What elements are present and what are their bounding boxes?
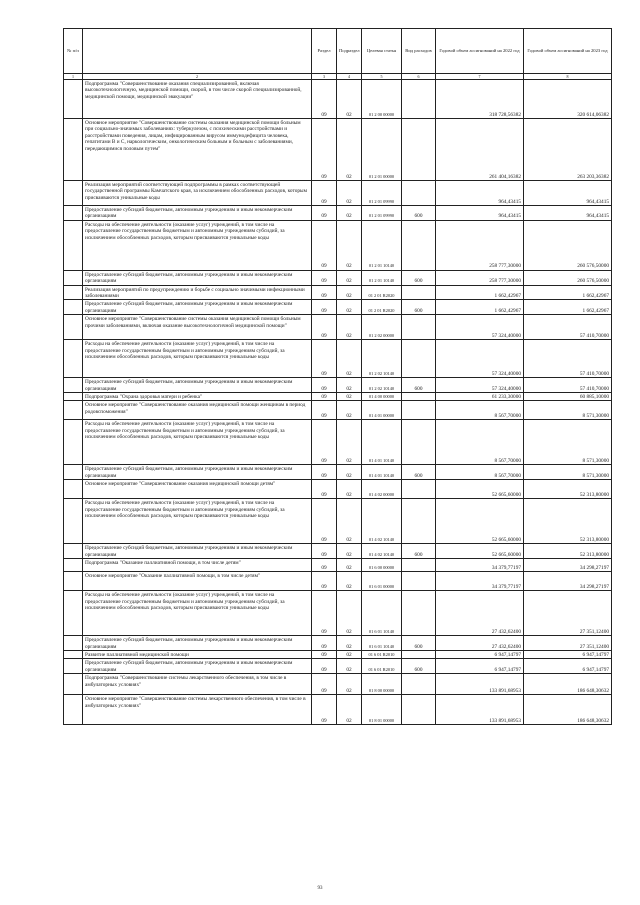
- cell-y2023: 52 313,80000: [524, 544, 612, 559]
- row-number-cell: [64, 80, 83, 119]
- cell-target: 01 2 01 R2020: [362, 285, 402, 300]
- cell-razdel: 09: [312, 220, 337, 270]
- table-row: [64, 572, 612, 591]
- cell-vid: [402, 401, 436, 420]
- cell-podrazdel: 02: [337, 285, 362, 300]
- cell-desc: Расходы на обеспечение деятельности (оказание услуг) учреждений, в том числе на предоставление государственным бюджетным и автономным учреждениям субсидий, за исключением обособленных расходов, которым присваиваются уникальные коды: [83, 499, 312, 544]
- cell-razdel: 09: [312, 559, 337, 572]
- table-row: [64, 659, 612, 674]
- cell-podrazdel: 02: [337, 401, 362, 420]
- table-row: [64, 499, 612, 544]
- column-number: 1: [64, 74, 83, 80]
- cell-desc: Расходы на обеспечение деятельности (оказание услуг) учреждений, в том числе на предоставление государственным бюджетным и автономным учреждениям субсидий, за исключением обособленных расходов, которым присваиваются уникальные коды: [83, 420, 312, 465]
- cell-target: 01 8 01 00000: [362, 695, 402, 725]
- cell-razdel: 09: [312, 572, 337, 591]
- cell-podrazdel: 02: [337, 499, 362, 544]
- cell-y2022: 133 891,68953: [436, 674, 524, 695]
- cell-razdel: 09: [312, 270, 337, 285]
- row-number-cell: [64, 559, 83, 572]
- cell-y2023: 964,43415: [524, 206, 612, 221]
- cell-target: 01 4 02 00000: [362, 480, 402, 499]
- cell-desc: Основное мероприятие "Оказание паллиативной помощи, в том числе детям": [83, 572, 312, 591]
- cell-desc: Предоставление субсидий бюджетным, автономным учреждениям и иным некоммерческим организациям: [83, 378, 312, 393]
- cell-y2023: 1 662,42967: [524, 300, 612, 315]
- cell-y2023: 27 351,12400: [524, 636, 612, 651]
- cell-podrazdel: 02: [337, 650, 362, 658]
- cell-desc: Подпрограмма "Совершенствование оказания специализированной, включая высокотехнологичную, медицинской помощи, скорой, в том числе скорой специализированной, медицинской помощи, медицинской эвакуации": [83, 80, 312, 119]
- cell-razdel: 09: [312, 695, 337, 725]
- table-row: [64, 206, 612, 221]
- cell-y2022: 57 324,40000: [436, 378, 524, 393]
- cell-vid: [402, 499, 436, 544]
- cell-vid: [402, 420, 436, 465]
- cell-y2022: 964,43415: [436, 181, 524, 206]
- header-row: [64, 29, 612, 74]
- cell-y2022: 8 567,70000: [436, 401, 524, 420]
- cell-target: 01 2 02 00000: [362, 315, 402, 340]
- cell-y2022: 318 728,56382: [436, 80, 524, 119]
- table-row: [64, 674, 612, 695]
- cell-target: 01 6 01 10140: [362, 591, 402, 636]
- header-podrazdel: Подраздел: [337, 29, 362, 74]
- header-2022: Годовой объем ассигнований на 2022 год: [436, 29, 524, 74]
- cell-razdel: 09: [312, 401, 337, 420]
- cell-desc: Предоставление субсидий бюджетным, автономным учреждениям и иным некоммерческим организациям: [83, 636, 312, 651]
- header-description: [83, 29, 312, 74]
- row-number-cell: [64, 544, 83, 559]
- cell-razdel: 09: [312, 181, 337, 206]
- cell-y2022: 258 777,30000: [436, 270, 524, 285]
- cell-y2022: 6 947,14797: [436, 659, 524, 674]
- cell-desc: Предоставление субсидий бюджетным, автономным учреждениям и иным некоммерческим организациям: [83, 544, 312, 559]
- table-row: [64, 340, 612, 378]
- cell-target: 01 4 01 00000: [362, 401, 402, 420]
- cell-y2022: 6 947,14797: [436, 650, 524, 658]
- row-number-cell: [64, 315, 83, 340]
- row-number-cell: [64, 695, 83, 725]
- row-number-cell: [64, 659, 83, 674]
- cell-y2022: 27 432,62400: [436, 591, 524, 636]
- cell-vid: [402, 393, 436, 401]
- row-number-cell: [64, 480, 83, 499]
- table-row: [64, 695, 612, 725]
- cell-desc: Предоставление субсидий бюджетным, автономным учреждениям и иным некоммерческим организациям: [83, 206, 312, 221]
- cell-y2022: 261 404,16382: [436, 119, 524, 181]
- column-number: 6: [402, 74, 436, 80]
- cell-y2023: 6 947,14797: [524, 659, 612, 674]
- cell-vid: [402, 559, 436, 572]
- cell-y2022: 133 891,68953: [436, 695, 524, 725]
- cell-y2023: 60 885,10000: [524, 393, 612, 401]
- cell-y2022: 964,43415: [436, 206, 524, 221]
- cell-y2023: 52 313,80000: [524, 480, 612, 499]
- cell-y2023: 186 648,30632: [524, 695, 612, 725]
- table-row: [64, 591, 612, 636]
- cell-y2022: 34 379,77197: [436, 559, 524, 572]
- header-razdel: Раздел: [312, 29, 337, 74]
- header-2023: Годовой объем ассигнований на 2023 год: [524, 29, 612, 74]
- cell-y2023: 260 576,50000: [524, 220, 612, 270]
- cell-desc: Расходы на обеспечение деятельности (оказание услуг) учреждений, в том числе на предоставление государственным бюджетным и автономным учреждениям субсидий, за исключением обособленных расходов, которым присваиваются уникальные коды: [83, 591, 312, 636]
- column-number: 4: [337, 74, 362, 80]
- cell-y2023: 8 571,30000: [524, 420, 612, 465]
- cell-desc: Развитие паллиативной медицинской помощи: [83, 650, 312, 658]
- cell-target: 01 2 01 09990: [362, 181, 402, 206]
- row-number-cell: [64, 591, 83, 636]
- cell-target: 01 4 01 10140: [362, 420, 402, 465]
- cell-vid: [402, 340, 436, 378]
- cell-vid: [402, 80, 436, 119]
- cell-y2022: 1 662,42967: [436, 285, 524, 300]
- row-number-cell: [64, 181, 83, 206]
- cell-y2023: 1 662,42967: [524, 285, 612, 300]
- cell-target: 01 2 02 10140: [362, 340, 402, 378]
- cell-razdel: 09: [312, 80, 337, 119]
- cell-razdel: 09: [312, 465, 337, 480]
- cell-target: 01 2 01 10140: [362, 270, 402, 285]
- cell-razdel: 09: [312, 591, 337, 636]
- cell-y2023: 263 203,36382: [524, 119, 612, 181]
- cell-vid: 600: [402, 270, 436, 285]
- cell-razdel: 09: [312, 650, 337, 658]
- table-row: [64, 544, 612, 559]
- cell-y2023: 52 313,80000: [524, 499, 612, 544]
- cell-desc: Подпрограмма "Совершенствование системы лекарственного обеспечения, в том числе в амбулаторных условиях": [83, 674, 312, 695]
- column-number: 3: [312, 74, 337, 80]
- cell-razdel: 09: [312, 378, 337, 393]
- cell-podrazdel: 02: [337, 591, 362, 636]
- cell-desc: Основное мероприятие "Совершенствование системы лекарственного обеспечения, в том числе в амбулаторных условиях": [83, 695, 312, 725]
- header-target: Целевая статья: [362, 29, 402, 74]
- cell-vid: 600: [402, 378, 436, 393]
- cell-razdel: 09: [312, 636, 337, 651]
- cell-podrazdel: 02: [337, 80, 362, 119]
- cell-podrazdel: 02: [337, 465, 362, 480]
- cell-vid: [402, 695, 436, 725]
- cell-vid: [402, 480, 436, 499]
- cell-podrazdel: 02: [337, 270, 362, 285]
- table-row: [64, 650, 612, 658]
- cell-podrazdel: 02: [337, 393, 362, 401]
- cell-target: 01 2 01 00000: [362, 119, 402, 181]
- row-number-cell: [64, 393, 83, 401]
- table-row: [64, 181, 612, 206]
- cell-y2023: 34 298,27197: [524, 559, 612, 572]
- cell-target: 01 4 01 10140: [362, 465, 402, 480]
- cell-vid: 600: [402, 636, 436, 651]
- cell-desc: Основное мероприятие "Совершенствование оказания медицинской помощи женщинам в период родовспоможения": [83, 401, 312, 420]
- cell-target: 01 4 00 00000: [362, 393, 402, 401]
- cell-podrazdel: 02: [337, 544, 362, 559]
- table-row: [64, 393, 612, 401]
- cell-y2023: 8 571,30000: [524, 401, 612, 420]
- cell-podrazdel: 02: [337, 636, 362, 651]
- cell-podrazdel: 02: [337, 315, 362, 340]
- cell-razdel: 09: [312, 674, 337, 695]
- cell-target: 01 8 00 00000: [362, 674, 402, 695]
- cell-razdel: 09: [312, 544, 337, 559]
- cell-target: 01 2 00 00000: [362, 80, 402, 119]
- cell-razdel: 09: [312, 659, 337, 674]
- cell-razdel: 09: [312, 300, 337, 315]
- cell-podrazdel: 02: [337, 674, 362, 695]
- cell-y2023: 57 410,70000: [524, 315, 612, 340]
- cell-vid: [402, 285, 436, 300]
- cell-target: 01 4 02 10140: [362, 499, 402, 544]
- row-number-cell: [64, 119, 83, 181]
- cell-desc: Расходы на обеспечение деятельности (оказание услуг) учреждений, в том числе на предоставление государственным бюджетным и автономным учреждениям субсидий, за исключением обособленных расходов, которым присваиваются уникальные коды: [83, 220, 312, 270]
- cell-desc: Предоставление субсидий бюджетным, автономным учреждениям и иным некоммерческим организациям: [83, 300, 312, 315]
- row-number-cell: [64, 420, 83, 465]
- row-number-cell: [64, 206, 83, 221]
- table-row: [64, 80, 612, 119]
- cell-desc: Предоставление субсидий бюджетным, автономным учреждениям и иным некоммерческим организациям: [83, 465, 312, 480]
- cell-y2023: 57 410,70000: [524, 378, 612, 393]
- cell-y2022: 52 665,60000: [436, 544, 524, 559]
- cell-razdel: 09: [312, 206, 337, 221]
- cell-vid: [402, 119, 436, 181]
- table-row: [64, 300, 612, 315]
- cell-vid: 600: [402, 544, 436, 559]
- cell-desc: Предоставление субсидий бюджетным, автономным учреждениям и иным некоммерческим организациям: [83, 270, 312, 285]
- table-row: [64, 315, 612, 340]
- page-number: 93: [317, 886, 323, 891]
- row-number-cell: [64, 300, 83, 315]
- row-number-cell: [64, 270, 83, 285]
- cell-y2023: 964,43415: [524, 181, 612, 206]
- cell-y2022: 52 665,60000: [436, 480, 524, 499]
- cell-podrazdel: 02: [337, 378, 362, 393]
- cell-desc: Предоставление субсидий бюджетным, автономным учреждениям и иным некоммерческим организациям: [83, 659, 312, 674]
- cell-y2022: 34 379,77197: [436, 572, 524, 591]
- row-number-cell: [64, 378, 83, 393]
- table-row: [64, 220, 612, 270]
- cell-vid: 600: [402, 300, 436, 315]
- row-number-cell: [64, 572, 83, 591]
- cell-desc: Расходы на обеспечение деятельности (оказание услуг) учреждений, в том числе на предоставление государственным бюджетным и автономным учреждениям субсидий, за исключением обособленных расходов, которым присваиваются уникальные коды: [83, 340, 312, 378]
- header-n: № п/п: [64, 29, 83, 74]
- cell-y2022: 57 324,40000: [436, 340, 524, 378]
- cell-desc: Основное мероприятие "Совершенствование оказания медицинской помощи детям": [83, 480, 312, 499]
- cell-vid: 600: [402, 659, 436, 674]
- cell-podrazdel: 02: [337, 559, 362, 572]
- table-row: [64, 636, 612, 651]
- cell-vid: [402, 650, 436, 658]
- cell-y2023: 27 351,12400: [524, 591, 612, 636]
- row-number-cell: [64, 220, 83, 270]
- cell-vid: 600: [402, 465, 436, 480]
- cell-y2023: 260 576,50000: [524, 270, 612, 285]
- cell-podrazdel: 02: [337, 119, 362, 181]
- cell-desc: Подпрограмма "Оказание паллиативной помощи, в том числе детям": [83, 559, 312, 572]
- cell-vid: 600: [402, 206, 436, 221]
- cell-target: 01 6 01 00000: [362, 572, 402, 591]
- cell-target: 01 2 01 10140: [362, 220, 402, 270]
- table-row: [64, 270, 612, 285]
- row-number-cell: [64, 401, 83, 420]
- table-row: [64, 420, 612, 465]
- cell-razdel: 09: [312, 315, 337, 340]
- column-number: 5: [362, 74, 402, 80]
- column-number: 7: [436, 74, 524, 80]
- cell-podrazdel: 02: [337, 572, 362, 591]
- table-row: [64, 285, 612, 300]
- table-row: [64, 480, 612, 499]
- cell-podrazdel: 02: [337, 206, 362, 221]
- cell-y2023: 57 410,70000: [524, 340, 612, 378]
- cell-y2023: 34 298,27197: [524, 572, 612, 591]
- cell-y2022: 8 567,70000: [436, 420, 524, 465]
- cell-desc: Основное мероприятие "Совершенствование системы оказания медицинской помощи больным при социально-значимых заболеваниях: туберкулезом, с психическими расстройствами и расстройствами поведения, лицам, инфицированным вирусом иммунодефицита человека, гепатитами В и С, наркологическим, онкологическим больным и больным с заболеваниями, передающимися половым путем": [83, 119, 312, 181]
- table-row: [64, 465, 612, 480]
- budget-table: [63, 28, 612, 725]
- cell-podrazdel: 02: [337, 340, 362, 378]
- cell-target: 01 6 00 00000: [362, 559, 402, 572]
- cell-vid: [402, 181, 436, 206]
- row-number-cell: [64, 340, 83, 378]
- row-number-cell: [64, 636, 83, 651]
- cell-y2023: 8 571,30000: [524, 465, 612, 480]
- column-number: 2: [83, 74, 312, 80]
- row-number-cell: [64, 285, 83, 300]
- cell-target: 01 6 01 10140: [362, 636, 402, 651]
- cell-target: 01 2 01 09990: [362, 206, 402, 221]
- cell-desc: Основное мероприятие "Совершенствование системы оказания медицинской помощи больным прочими заболеваниями, включая оказание высокотехнологичной медицинской помощи": [83, 315, 312, 340]
- row-number-cell: [64, 674, 83, 695]
- cell-podrazdel: 02: [337, 420, 362, 465]
- cell-podrazdel: 02: [337, 220, 362, 270]
- table-row: [64, 559, 612, 572]
- cell-y2022: 27 432,62400: [436, 636, 524, 651]
- budget-table-page: [63, 28, 611, 725]
- cell-vid: [402, 315, 436, 340]
- cell-y2022: 8 567,70000: [436, 465, 524, 480]
- cell-y2022: 258 777,30000: [436, 220, 524, 270]
- cell-target: 01 6 01 R2010: [362, 659, 402, 674]
- cell-razdel: 09: [312, 119, 337, 181]
- cell-y2022: 61 233,30000: [436, 393, 524, 401]
- cell-y2023: 320 614,06382: [524, 80, 612, 119]
- header-vid: Вид расходов: [402, 29, 436, 74]
- cell-podrazdel: 02: [337, 695, 362, 725]
- cell-razdel: 09: [312, 340, 337, 378]
- cell-desc: Реализация мероприятий по предупреждению и борьбе с социально значимыми инфекционными заболеваниями: [83, 285, 312, 300]
- cell-desc: Подпрограмма "Охрана здоровья матери и ребенка": [83, 393, 312, 401]
- cell-podrazdel: 02: [337, 480, 362, 499]
- cell-target: 01 6 01 R2010: [362, 650, 402, 658]
- cell-podrazdel: 02: [337, 659, 362, 674]
- cell-vid: [402, 220, 436, 270]
- row-number-cell: [64, 465, 83, 480]
- cell-razdel: 09: [312, 499, 337, 544]
- column-number: 8: [524, 74, 612, 80]
- cell-podrazdel: 02: [337, 181, 362, 206]
- cell-razdel: 09: [312, 420, 337, 465]
- cell-target: 01 2 01 R2020: [362, 300, 402, 315]
- cell-y2023: 6 947,14797: [524, 650, 612, 658]
- table-row: [64, 119, 612, 181]
- cell-target: 01 2 02 10140: [362, 378, 402, 393]
- cell-razdel: 09: [312, 285, 337, 300]
- cell-desc: Реализация мероприятий соответствующей подпрограммы в рамках соответствующей государственной программы Камчатского края, за исключением обособленных расходов, которым присваиваются уникальные коды: [83, 181, 312, 206]
- row-number-cell: [64, 499, 83, 544]
- table-row: [64, 401, 612, 420]
- row-number-cell: [64, 650, 83, 658]
- cell-vid: [402, 591, 436, 636]
- cell-y2022: 1 662,42967: [436, 300, 524, 315]
- cell-y2022: 57 324,40000: [436, 315, 524, 340]
- cell-razdel: 09: [312, 480, 337, 499]
- table-body: [64, 80, 612, 725]
- cell-razdel: 09: [312, 393, 337, 401]
- cell-target: 01 4 02 10140: [362, 544, 402, 559]
- cell-podrazdel: 02: [337, 300, 362, 315]
- table-row: [64, 378, 612, 393]
- cell-vid: [402, 572, 436, 591]
- cell-y2023: 186 648,30632: [524, 674, 612, 695]
- cell-y2022: 52 665,60000: [436, 499, 524, 544]
- cell-vid: [402, 674, 436, 695]
